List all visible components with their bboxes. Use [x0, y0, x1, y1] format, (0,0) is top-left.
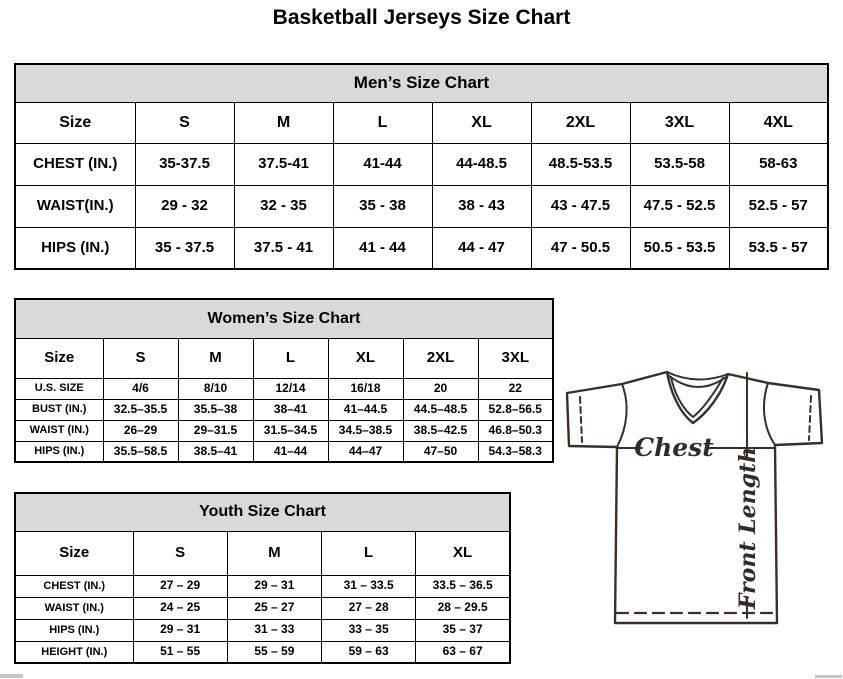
mens-table-title: Men’s Size Chart [15, 64, 828, 102]
size-column-header: M [178, 338, 253, 378]
chest-label: Chest [634, 433, 714, 462]
size-header: Size [15, 102, 135, 143]
size-value-cell: 20 [403, 378, 478, 399]
size-value-cell: 46.8–50.3 [478, 420, 553, 441]
mens-hips-row [15, 227, 828, 269]
size-value-cell: 29 - 32 [135, 185, 234, 227]
scrollbar-fragment-right [815, 675, 842, 678]
size-value-cell: 22 [478, 378, 553, 399]
youth-size-table [14, 492, 511, 664]
size-value-cell: 41-44 [333, 143, 432, 185]
size-value-cell: 12/14 [253, 378, 328, 399]
size-header: Size [15, 338, 103, 378]
womens-us-size-row [15, 378, 553, 399]
size-value-cell: 32.5–35.5 [103, 399, 178, 420]
youth-waist-row [15, 597, 510, 619]
youth-chest-row [15, 575, 510, 597]
size-value-cell: 43 - 47.5 [531, 185, 630, 227]
size-value-cell: 44 - 47 [432, 227, 531, 269]
measurement-row-label: WAIST(IN.) [15, 185, 135, 227]
measurement-row-label: WAIST (IN.) [15, 597, 133, 619]
size-value-cell: 27 – 28 [322, 597, 416, 619]
size-value-cell: 44-48.5 [432, 143, 531, 185]
measurement-row-label: CHEST (IN.) [15, 143, 135, 185]
size-column-header: 3XL [630, 102, 729, 143]
measurement-row-label: HIPS (IN.) [15, 619, 133, 641]
size-value-cell: 16/18 [328, 378, 403, 399]
size-column-header: S [133, 531, 227, 575]
mens-size-table [14, 63, 829, 270]
size-value-cell: 35.5–58.5 [103, 441, 178, 462]
size-value-cell: 38–41 [253, 399, 328, 420]
size-value-cell: 29 – 31 [133, 619, 227, 641]
collar-arc-outer [667, 372, 728, 380]
size-value-cell: 38 - 43 [432, 185, 531, 227]
front-length-label: Front Length [735, 446, 761, 610]
size-value-cell: 31.5–34.5 [253, 420, 328, 441]
womens-hips-row [15, 441, 553, 462]
size-value-cell: 48.5-53.5 [531, 143, 630, 185]
size-value-cell: 35 - 37.5 [135, 227, 234, 269]
size-value-cell: 53.5 - 57 [729, 227, 828, 269]
size-column-header: 2XL [531, 102, 630, 143]
size-value-cell: 34.5–38.5 [328, 420, 403, 441]
womens-size-table [14, 298, 554, 463]
youth-header-row [15, 531, 510, 575]
size-value-cell: 59 – 63 [322, 641, 416, 663]
size-value-cell: 37.5-41 [234, 143, 333, 185]
size-value-cell: 28 – 29.5 [416, 597, 510, 619]
size-value-cell: 54.3–58.3 [478, 441, 553, 462]
size-column-header: 4XL [729, 102, 828, 143]
size-value-cell: 37.5 - 41 [234, 227, 333, 269]
size-value-cell: 26–29 [103, 420, 178, 441]
measurement-row-label: WAIST (IN.) [15, 420, 103, 441]
size-value-cell: 47.5 - 52.5 [630, 185, 729, 227]
mens-waist-row [15, 185, 828, 227]
size-value-cell: 41 - 44 [333, 227, 432, 269]
size-value-cell: 44–47 [328, 441, 403, 462]
size-column-header: 2XL [403, 338, 478, 378]
youth-table-title: Youth Size Chart [15, 493, 510, 531]
size-value-cell: 51 – 55 [133, 641, 227, 663]
size-value-cell: 29 – 31 [227, 575, 321, 597]
mens-header-row [15, 102, 828, 143]
size-value-cell: 35 - 38 [333, 185, 432, 227]
size-value-cell: 58-63 [729, 143, 828, 185]
size-value-cell: 52.8–56.5 [478, 399, 553, 420]
measurement-row-label: BUST (IN.) [15, 399, 103, 420]
size-column-header: XL [432, 102, 531, 143]
measurement-row-label: U.S. SIZE [15, 378, 103, 399]
mens-chest-row [15, 143, 828, 185]
size-value-cell: 41–44 [253, 441, 328, 462]
size-column-header: S [103, 338, 178, 378]
size-value-cell: 32 - 35 [234, 185, 333, 227]
size-value-cell: 47–50 [403, 441, 478, 462]
size-value-cell: 4/6 [103, 378, 178, 399]
size-value-cell: 35-37.5 [135, 143, 234, 185]
size-value-cell: 33 – 35 [322, 619, 416, 641]
jersey-outline-shape [567, 372, 822, 623]
jersey-measurement-diagram [558, 360, 843, 630]
womens-waist-row [15, 420, 553, 441]
size-column-header: L [253, 338, 328, 378]
size-value-cell: 41–44.5 [328, 399, 403, 420]
size-value-cell: 27 – 29 [133, 575, 227, 597]
measurement-row-label: HEIGHT (IN.) [15, 641, 133, 663]
size-value-cell: 31 – 33 [227, 619, 321, 641]
size-value-cell: 38.5–42.5 [403, 420, 478, 441]
youth-height-row [15, 641, 510, 663]
measurement-row-label: CHEST (IN.) [15, 575, 133, 597]
size-value-cell: 25 – 27 [227, 597, 321, 619]
size-value-cell: 44.5–48.5 [403, 399, 478, 420]
womens-table-title: Women’s Size Chart [15, 299, 553, 338]
womens-header-row [15, 338, 553, 378]
size-value-cell: 63 – 67 [416, 641, 510, 663]
size-column-header: M [227, 531, 321, 575]
size-value-cell: 31 – 33.5 [322, 575, 416, 597]
size-value-cell: 53.5-58 [630, 143, 729, 185]
size-value-cell: 29–31.5 [178, 420, 253, 441]
size-value-cell: 33.5 – 36.5 [416, 575, 510, 597]
size-value-cell: 52.5 - 57 [729, 185, 828, 227]
womens-bust-row [15, 399, 553, 420]
size-column-header: S [135, 102, 234, 143]
measurement-row-label: HIPS (IN.) [15, 227, 135, 269]
size-column-header: L [333, 102, 432, 143]
page-title: Basketball Jerseys Size Chart [272, 6, 571, 29]
size-value-cell: 55 – 59 [227, 641, 321, 663]
size-column-header: L [322, 531, 416, 575]
size-header: Size [15, 531, 133, 575]
size-value-cell: 50.5 - 53.5 [630, 227, 729, 269]
size-value-cell: 35 – 37 [416, 619, 510, 641]
size-column-header: 3XL [478, 338, 553, 378]
size-value-cell: 8/10 [178, 378, 253, 399]
measurement-row-label: HIPS (IN.) [15, 441, 103, 462]
size-column-header: XL [416, 531, 510, 575]
size-value-cell: 47 - 50.5 [531, 227, 630, 269]
size-column-header: XL [328, 338, 403, 378]
size-value-cell: 24 – 25 [133, 597, 227, 619]
youth-hips-row [15, 619, 510, 641]
scrollbar-fragment-left [0, 674, 23, 678]
size-value-cell: 35.5–38 [178, 399, 253, 420]
size-column-header: M [234, 102, 333, 143]
size-value-cell: 38.5–41 [178, 441, 253, 462]
